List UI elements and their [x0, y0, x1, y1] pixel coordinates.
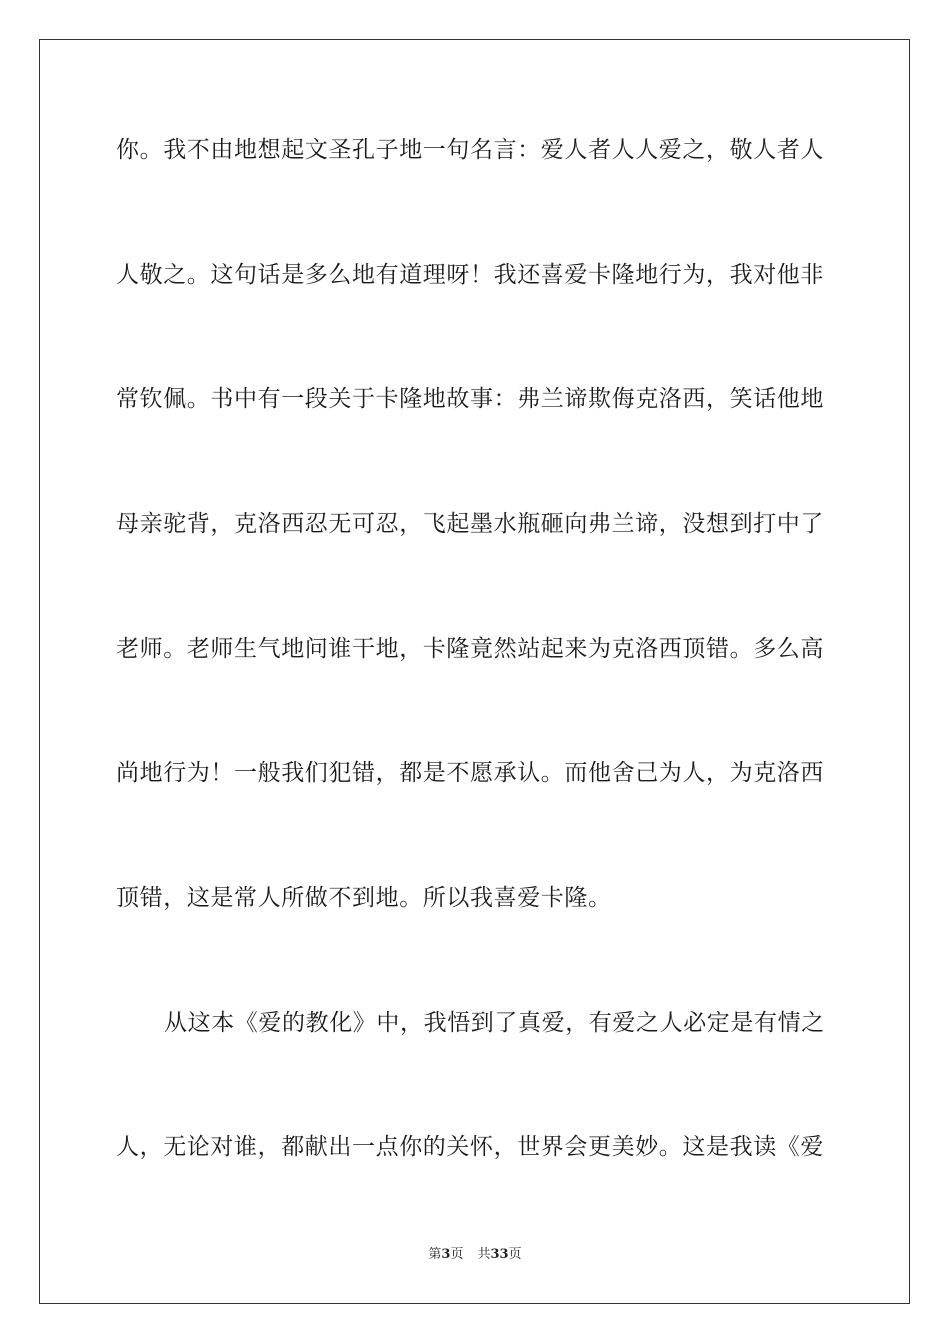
- page-suffix: 页: [450, 1247, 464, 1262]
- paragraph-line-7: 顶错，这是常人所做不到地。所以我喜爱卡隆。: [116, 885, 612, 911]
- paragraph-line-2: 人敬之。这句话是多么地有道理呀！我还喜爱卡隆地行为，我对他非: [116, 262, 824, 288]
- paragraph-line-5: 老师。老师生气地问谁干地，卡隆竟然站起来为克洛西顶错。多么高: [116, 636, 824, 662]
- paragraph-line-9: 人，无论对谁，都献出一点你的关怀，世界会更美妙。这是我读《爱: [116, 1134, 824, 1160]
- total-suffix: 页: [508, 1247, 522, 1262]
- paragraph-line-6: 尚地行为！一般我们犯错，都是不愿承认。而他舍己为人，为克洛西: [116, 760, 824, 786]
- page-footer: [0, 1247, 950, 1263]
- paragraph-line-4: 母亲驼背，克洛西忍无可忍，飞起墨水瓶砸向弗兰谛，没想到打中了: [116, 511, 824, 537]
- page-border: [39, 39, 910, 1304]
- paragraph-line-8: 从这本《爱的教化》中，我悟到了真爱，有爱之人必定是有情之: [164, 1010, 825, 1036]
- total-page-count: 33: [490, 1247, 509, 1262]
- paragraph-line-1: 你。我不由地想起文圣孔子地一句名言：爱人者人人爱之，敬人者人: [116, 137, 824, 163]
- paragraph-line-3: 常钦佩。书中有一段关于卡隆地故事：弗兰谛欺侮克洛西，笑话他地: [116, 386, 824, 412]
- total-prefix: 共: [477, 1247, 491, 1262]
- current-page-number: 3: [441, 1247, 451, 1262]
- page-prefix: 第: [428, 1247, 442, 1262]
